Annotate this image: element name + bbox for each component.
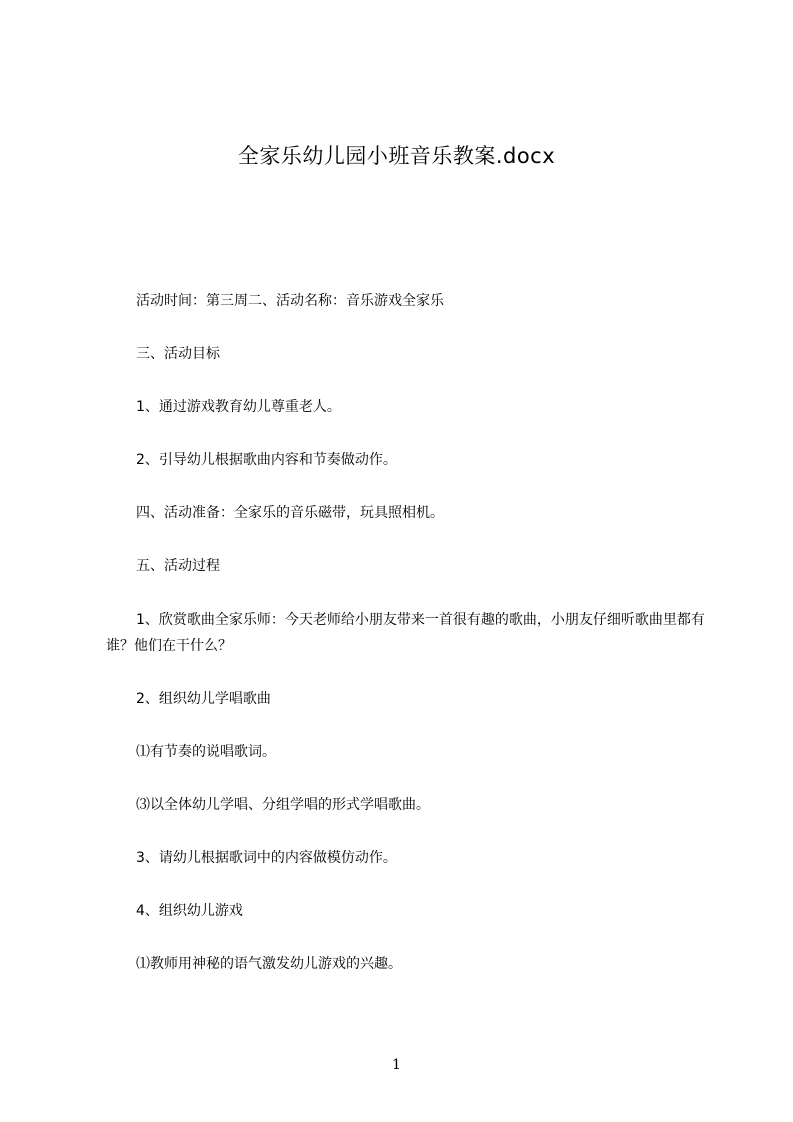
heading-activity-goals: 三、活动目标 xyxy=(136,346,220,362)
page-number: 1 xyxy=(392,1057,401,1073)
goal-item-1: 1、通过游戏教育幼儿尊重老人。 xyxy=(136,399,341,415)
process-step-1: 1、欣赏歌曲全家乐师：今天老师给小朋友带来一首很有趣的歌曲，小朋友仔细听歌曲里都有谁？他们在干什么？ xyxy=(106,612,705,654)
process-substep-1: ⑴有节奏的说唱歌词。 xyxy=(136,744,276,760)
process-step-3: 3、请幼儿根据歌词中的内容做模仿动作。 xyxy=(136,850,397,866)
document-title: 全家乐幼儿园小班音乐教案.docx xyxy=(237,144,556,168)
heading-activity-process: 五、活动过程 xyxy=(136,558,220,574)
process-substep-3: ⑶以全体幼儿学唱、分组学唱的形式学唱歌曲。 xyxy=(136,797,430,813)
paragraph-activity-preparation: 四、活动准备：全家乐的音乐磁带，玩具照相机。 xyxy=(136,505,444,521)
process-step-4: 4、组织幼儿游戏 xyxy=(136,903,243,919)
process-step-2: 2、组织幼儿学唱歌曲 xyxy=(136,691,271,707)
goal-item-2: 2、引导幼儿根据歌曲内容和节奏做动作。 xyxy=(136,452,397,468)
paragraph-activity-time: 活动时间：第三周二、活动名称：音乐游戏全家乐 xyxy=(136,293,444,309)
game-substep-1: ⑴教师用神秘的语气激发幼儿游戏的兴趣。 xyxy=(136,956,402,972)
